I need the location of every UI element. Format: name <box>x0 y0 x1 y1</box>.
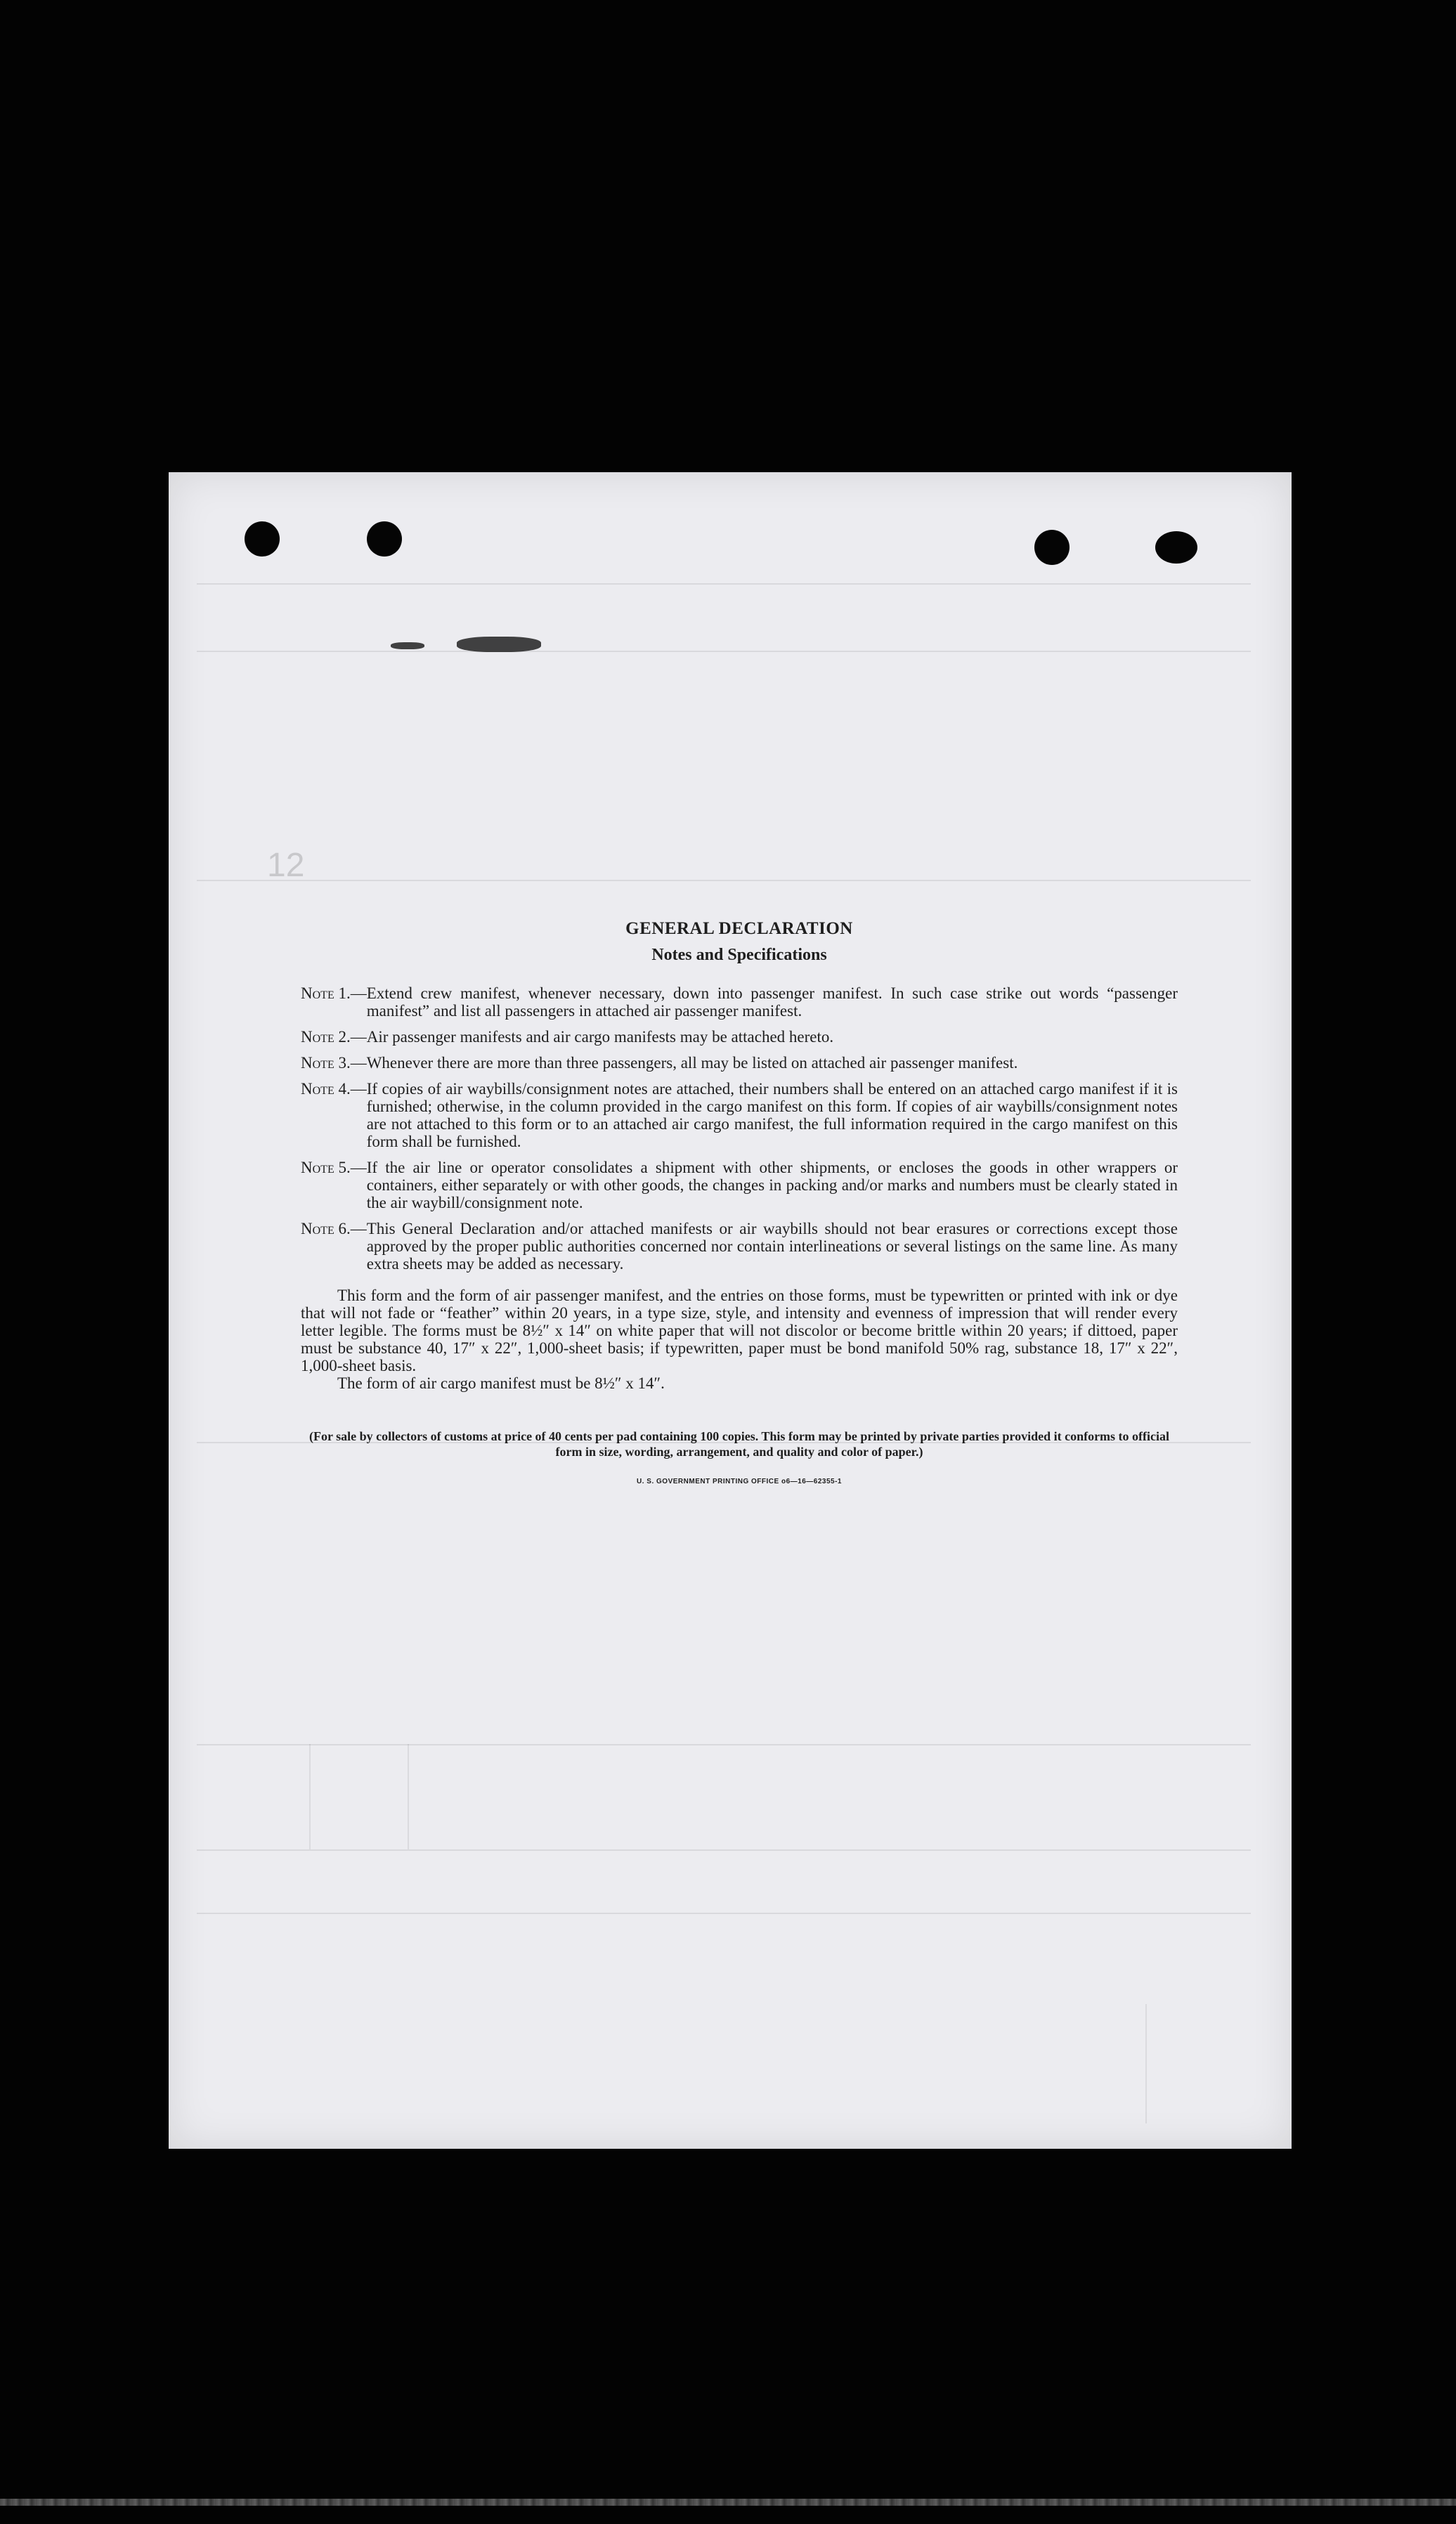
bleed-through-rule <box>197 1849 1251 1851</box>
bleed-through-rule <box>197 1913 1251 1914</box>
note-label: Note 1.— <box>301 984 367 1002</box>
bleed-through-rule <box>197 880 1251 881</box>
punch-hole <box>245 521 280 557</box>
note-6 <box>301 1220 1178 1273</box>
note-label: Note 4.— <box>301 1080 367 1098</box>
bleed-through-rule <box>408 1744 409 1849</box>
note-text: If copies of air waybills/consignment notes are attached, their numbers shall be entered on an attached cargo manifest if it is furnished; otherwise, in the column provided in the cargo manifest on this form. If copies of air waybills/consignment notes are not attached to this form or to an attached air cargo manifest, the full information required in the cargo manifest on this form shall be furnished. <box>366 1080 1178 1150</box>
document-sheet <box>169 472 1292 2149</box>
note-text: If the air line or operator consolidates a shipment with other shipments, or encloses the goods in other wrappers or containers, either separately or with other goods, the changes in packing and/or marks and numbers must be clearly stated in the air waybill/consignment note. <box>366 1159 1178 1211</box>
bleed-through-rule <box>309 1744 311 1849</box>
film-edge-strip <box>0 2499 1456 2506</box>
note-text: Extend crew manifest, whenever necessary, down into passenger manifest. In such case strike out words “passenger manifest” and list all passengers in attached air passenger manifest. <box>366 984 1178 1020</box>
bleed-through-rule <box>197 651 1251 652</box>
punch-hole <box>367 521 402 557</box>
page-number: 12 <box>267 847 305 884</box>
note-2 <box>301 1028 1178 1046</box>
note-5 <box>301 1159 1178 1211</box>
note-label: Note 5.— <box>301 1159 367 1176</box>
ink-smudge <box>391 642 424 649</box>
specification-paragraph: This form and the form of air passenger manifest, and the entries on those forms, must be typewritten or printed with ink or dye that will not fade or “feather” within 20 years, in a type size, style, and intensity and evenness of impression that will render every letter legible. The forms must be 8½″ x 14″ on white paper that will not discolor or become brittle within 20 years; if dittoed, paper must be substance 40, 17″ x 22″, 1,000-sheet basis; if typewritten, paper must be bond manifold 50% rag, substance 18, 17″ x 22″, 1,000-sheet basis. <box>301 1287 1178 1374</box>
bleed-through-rule <box>1145 2004 1147 2123</box>
note-4 <box>301 1080 1178 1150</box>
document-title: GENERAL DECLARATION <box>625 919 853 938</box>
bleed-through-rule <box>197 1744 1251 1745</box>
ink-smudge <box>457 637 541 652</box>
cargo-form-paragraph: The form of air cargo manifest must be 8½″ x 14″. <box>337 1374 665 1392</box>
bleed-through-rule <box>197 583 1251 585</box>
note-1 <box>301 984 1178 1020</box>
note-label: Note 2.— <box>301 1028 367 1046</box>
note-label: Note 6.— <box>301 1220 367 1237</box>
notes-and-specifications <box>301 919 1178 1485</box>
note-text: This General Declaration and/or attached manifests or air waybills should not bear erasures or corrections except those approved by the proper public authorities concerned nor contain interlineations or several listings on the same line. As many extra sheets may be added as necessary. <box>366 1220 1178 1273</box>
punch-hole <box>1155 531 1197 564</box>
printing-office-imprint: U. S. GOVERNMENT PRINTING OFFICE o6—16—62355-1 <box>637 1478 842 1485</box>
note-text: Whenever there are more than three passengers, all may be listed on attached air passenger manifest. <box>366 1054 1018 1072</box>
sale-notice: (For sale by collectors of customs at price of 40 cents per pad containing 100 copies. This form may be printed by private parties provided it conforms to official form in size, wording, arrangement, and quality and color of paper.) <box>308 1429 1170 1459</box>
punch-hole <box>1034 530 1070 565</box>
note-label: Note 3.— <box>301 1054 367 1072</box>
document-subtitle: Notes and Specifications <box>651 946 827 964</box>
note-3 <box>301 1054 1178 1072</box>
note-text: Air passenger manifests and air cargo manifests may be attached hereto. <box>366 1028 834 1046</box>
